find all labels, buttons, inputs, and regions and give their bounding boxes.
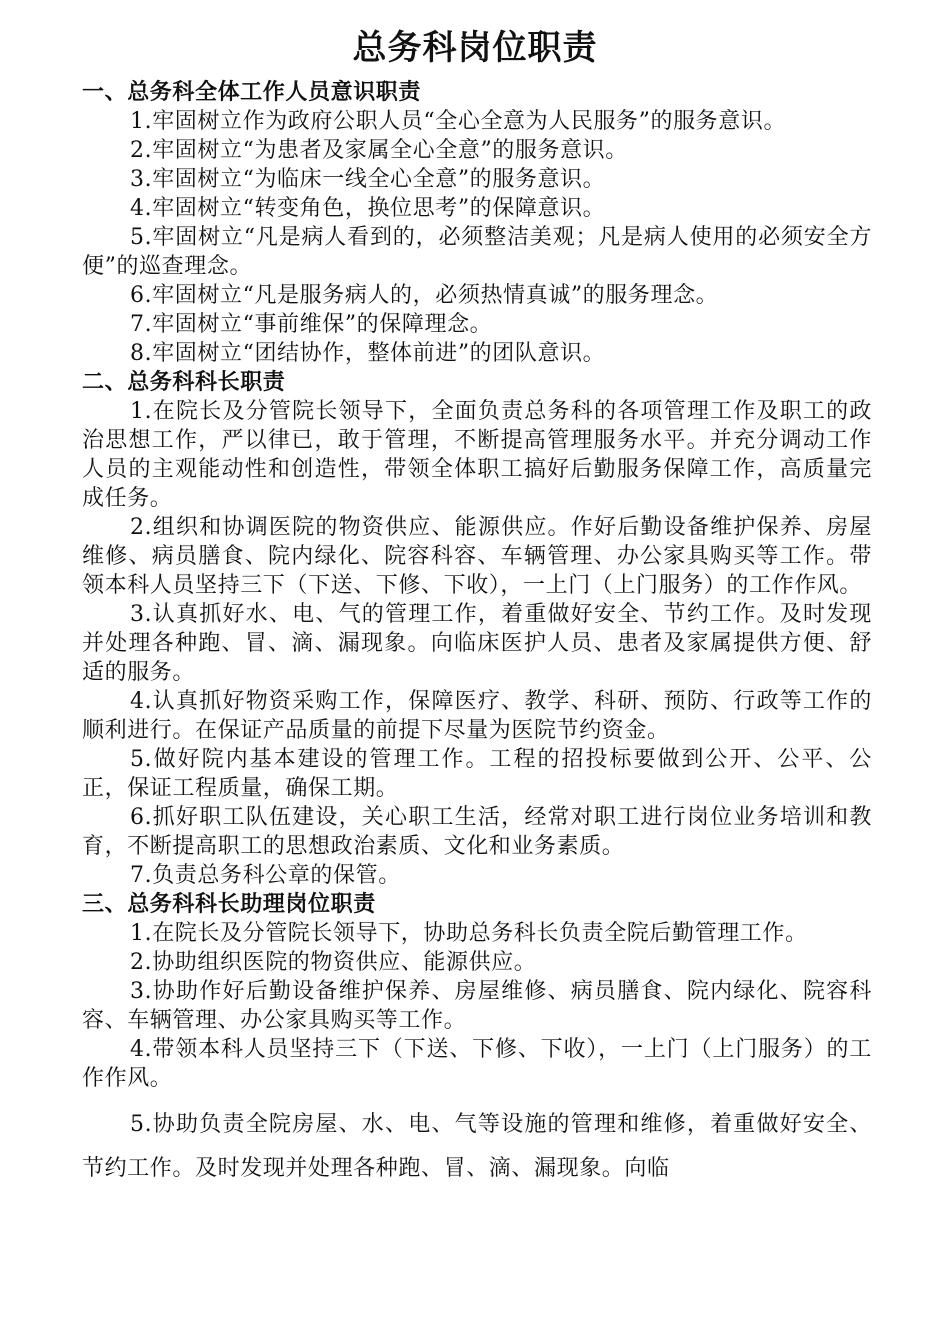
section-heading: 一、总务科全体工作人员意识职责 bbox=[82, 80, 422, 105]
list-item: 4.带领本科人员坚持三下（下送、下修、下收），一上门（上门服务）的工作作风。 bbox=[82, 1037, 872, 1091]
section-heading: 二、总务科科长职责 bbox=[82, 370, 286, 395]
list-item: 8.牢固树立“团结协作，整体前进”的团队意识。 bbox=[130, 341, 606, 366]
list-item: 1.在院长及分管院长领导下，协助总务科长负责全院后勤管理工作。 bbox=[130, 921, 808, 946]
list-item: 1.在院长及分管院长领导下，全面负责总务科的各项管理工作及职工的政治思想工作，严以律已，敢于管理，不断提高管理服务水平。并充分调动工作人员的主观能动性和创造性，带领全体职工搞好后勤服务保障工作，高质量完成任务。 bbox=[82, 399, 872, 511]
page-title: 总务科岗位职责 bbox=[352, 28, 598, 68]
section-heading: 三、总务科科长助理岗位职责 bbox=[82, 892, 376, 917]
list-item: 5.牢固树立“凡是病人看到的，必须整洁美观；凡是病人使用的必须安全方便”的巡查理念。 bbox=[82, 225, 872, 279]
list-item: 4.牢固树立“转变角色，换位思考”的保障意识。 bbox=[130, 196, 606, 221]
list-item: 2.组织和协调医院的物资供应、能源供应。作好后勤设备维护保养、房屋维修、病员膳食、院内绿化、院容科容、车辆管理、办公家具购买等工作。带领本科人员坚持三下（下送、下修、下收），一上门（上门服务）的工作作风。 bbox=[82, 515, 872, 598]
list-item: 3.牢固树立“为临床一线全心全意”的服务意识。 bbox=[130, 167, 606, 192]
list-item: 1.牢固树立作为政府公职人员“全心全意为人民服务”的服务意识。 bbox=[130, 109, 787, 134]
list-item: 7.牢固树立“事前维保”的保障理念。 bbox=[130, 312, 493, 337]
list-item: 2.牢固树立“为患者及家属全心全意”的服务意识。 bbox=[130, 138, 628, 163]
list-item: 2.协助组织医院的物资供应、能源供应。 bbox=[130, 950, 537, 975]
list-item: 5.做好院内基本建设的管理工作。工程的招投标要做到公开、公平、公正，保证工程质量，确保工期。 bbox=[82, 747, 872, 801]
document-body bbox=[82, 78, 872, 1191]
list-item: 6.抓好职工队伍建设，关心职工生活，经常对职工进行岗位业务培训和教育，不断提高职工的思想政治素质、文化和业务素质。 bbox=[82, 805, 872, 859]
list-item: 5.协助负责全院房屋、水、电、气等设施的管理和维修，着重做好安全、节约工作。及时发现并处理各种跑、冒、滴、漏现象。向临 bbox=[82, 1112, 872, 1181]
list-item: 3.认真抓好水、电、气的管理工作，着重做好安全、节约工作。及时发现并处理各种跑、冒、滴、漏现象。向临床医护人员、患者及家属提供方便、舒适的服务。 bbox=[82, 602, 872, 685]
list-item: 7.负责总务科公章的保管。 bbox=[130, 863, 401, 888]
list-item: 4.认真抓好物资采购工作，保障医疗、教学、科研、预防、行政等工作的顺利进行。在保证产品质量的前提下尽量为医院节约资金。 bbox=[82, 689, 872, 743]
list-item: 6.牢固树立“凡是服务病人的，必须热情真诚”的服务理念。 bbox=[130, 283, 719, 308]
list-item: 3.协助作好后勤设备维护保养、房屋维修、病员膳食、院内绿化、院容科容、车辆管理、办公家具购买等工作。 bbox=[82, 979, 872, 1033]
